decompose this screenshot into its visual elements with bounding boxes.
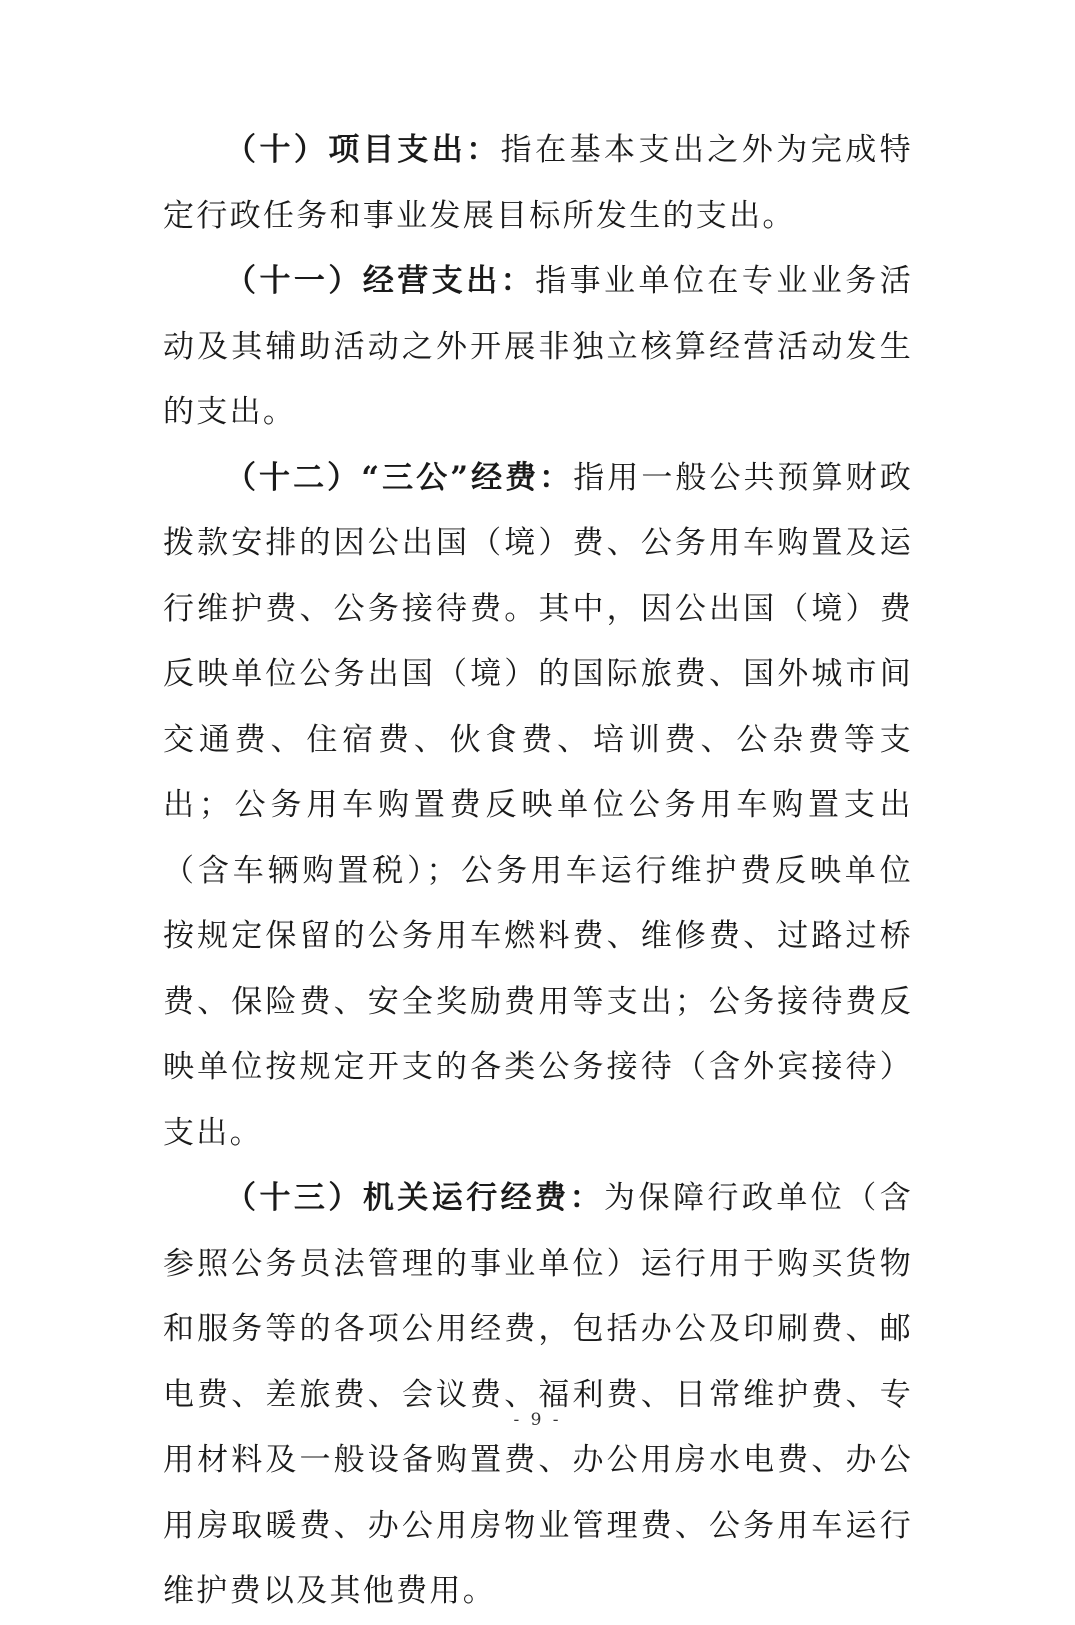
term-definition: 指在基本支出之外为完成特定行政任务和事业发展目标所发生的支出。 [163,132,913,234]
term-heading: （十二）“三公”经费： [225,459,574,496]
term-heading: （十三）机关运行经费： [225,1180,605,1216]
paragraph-project-expenditure [163,118,913,249]
term-heading: （十一）经营支出： [225,263,536,299]
term-definition: 指用一般公共预算财政拨款安排的因公出国（境）费、公务用车购置及运行维护费、公务接待费。其中，因公出国（境）费反映单位公务出国（境）的国际旅费、国外城市间交通费、住宿费、伙食费、培训费、公杂费等支出；公务用车购置费反映单位公务用车购置支出（含车辆购置税）；公务用车运行维护费反映单位按规定保留的公务用车燃料费、维修费、过路过桥费、保险费、安全奖励费用等支出；公务接待费反映单位按规定开支的各类公务接待（含外宾接待）支出。 [163,459,913,1151]
term-definition: 为保障行政单位（含参照公务员法管理的事业单位）运行用于购买货物和服务等的各项公用经费，包括办公及印刷费、邮电费、差旅费、会议费、福利费、日常维护费、专用材料及一般设备购置费、办公用房水电费、办公用房取暖费、办公用房物业管理费、公务用车运行维护费以及其他费用。 [163,1180,913,1609]
term-definition: 指事业单位在专业业务活动及其辅助活动之外开展非独立核算经营活动发生的支出。 [163,263,913,430]
page-number: - 9 - [513,1410,562,1430]
paragraph-operating-expenditure [163,249,913,446]
paragraph-three-public-expenses [163,446,913,1167]
document-body [163,118,913,1625]
term-heading: （十）项目支出： [225,132,501,168]
paragraph-agency-operating-funds [163,1166,913,1625]
